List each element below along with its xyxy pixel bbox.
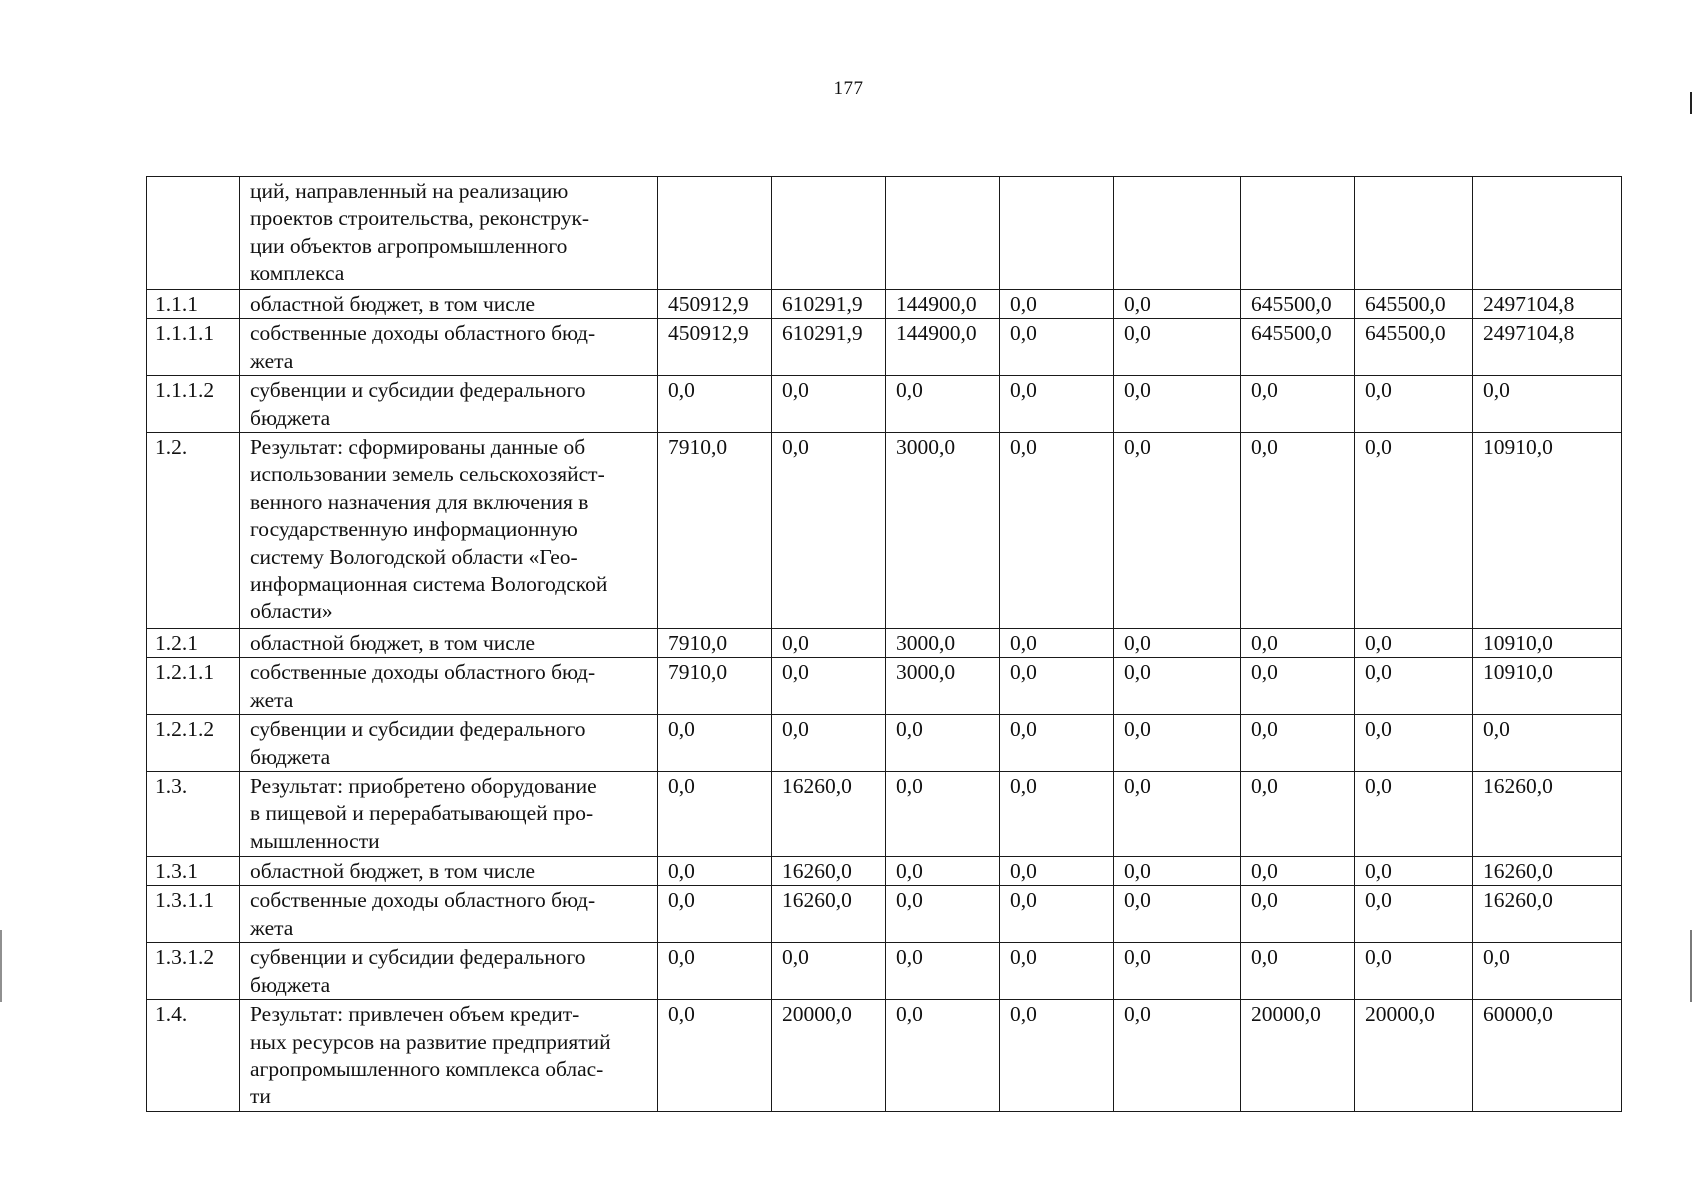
value-cell-col-4: 0,0	[1000, 772, 1114, 857]
value-cell-col-7: 0,0	[1355, 772, 1473, 857]
value-cell-col-3: 0,0	[886, 376, 1000, 433]
value-cell-col-6: 0,0	[1241, 772, 1355, 857]
value-cell-col-5: 0,0	[1114, 943, 1241, 1000]
value-cell-col-7: 645500,0	[1355, 290, 1473, 319]
row-code-cell: 1.1.1.2	[147, 376, 240, 433]
scan-edge-mark	[1690, 92, 1692, 114]
value-cell-col-3: 0,0	[886, 1000, 1000, 1112]
value-cell-col-6	[1241, 177, 1355, 290]
value-cell-col-5: 0,0	[1114, 433, 1241, 629]
row-code-cell: 1.4.	[147, 1000, 240, 1112]
value-cell-col-5: 0,0	[1114, 772, 1241, 857]
value-cell-col-1: 0,0	[658, 376, 772, 433]
row-name-cell: собственные доходы областного бюд- жета	[240, 319, 658, 376]
value-cell-col-8: 10910,0	[1473, 433, 1622, 629]
row-name-cell: собственные доходы областного бюд- жета	[240, 658, 658, 715]
value-cell-col-1: 0,0	[658, 886, 772, 943]
page-number: 177	[833, 78, 864, 99]
value-cell-col-2: 0,0	[772, 629, 886, 658]
value-cell-col-3	[886, 177, 1000, 290]
value-cell-col-1: 0,0	[658, 715, 772, 772]
value-cell-col-7: 0,0	[1355, 629, 1473, 658]
value-cell-col-4: 0,0	[1000, 857, 1114, 886]
table-row	[147, 177, 1622, 290]
budget-table	[146, 176, 1622, 1112]
value-cell-col-1: 7910,0	[658, 433, 772, 629]
value-cell-col-8: 10910,0	[1473, 658, 1622, 715]
table-row	[147, 658, 1622, 715]
value-cell-col-7: 0,0	[1355, 943, 1473, 1000]
value-cell-col-8: 0,0	[1473, 943, 1622, 1000]
table-body	[147, 177, 1622, 1112]
value-cell-col-2: 20000,0	[772, 1000, 886, 1112]
row-code-cell: 1.3.1	[147, 857, 240, 886]
value-cell-col-1	[658, 177, 772, 290]
value-cell-col-2: 0,0	[772, 376, 886, 433]
row-name-cell: собственные доходы областного бюд- жета	[240, 886, 658, 943]
value-cell-col-1: 7910,0	[658, 629, 772, 658]
row-name-cell: субвенции и субсидии федерального бюджета	[240, 376, 658, 433]
table-row	[147, 772, 1622, 857]
value-cell-col-7	[1355, 177, 1473, 290]
scan-edge-mark	[0, 930, 2, 1002]
row-name-cell: субвенции и субсидии федерального бюджета	[240, 715, 658, 772]
value-cell-col-8: 2497104,8	[1473, 319, 1622, 376]
value-cell-col-4: 0,0	[1000, 1000, 1114, 1112]
value-cell-col-6: 0,0	[1241, 658, 1355, 715]
value-cell-col-6: 0,0	[1241, 857, 1355, 886]
value-cell-col-3: 0,0	[886, 886, 1000, 943]
table-row	[147, 290, 1622, 319]
value-cell-col-8: 16260,0	[1473, 886, 1622, 943]
value-cell-col-2: 0,0	[772, 715, 886, 772]
value-cell-col-5: 0,0	[1114, 1000, 1241, 1112]
value-cell-col-3: 0,0	[886, 943, 1000, 1000]
value-cell-col-7: 0,0	[1355, 886, 1473, 943]
table-row	[147, 376, 1622, 433]
value-cell-col-4: 0,0	[1000, 319, 1114, 376]
value-cell-col-4: 0,0	[1000, 376, 1114, 433]
table-row	[147, 1000, 1622, 1112]
value-cell-col-8: 16260,0	[1473, 857, 1622, 886]
scan-edge-mark	[1690, 930, 1692, 1002]
value-cell-col-8: 2497104,8	[1473, 290, 1622, 319]
value-cell-col-4: 0,0	[1000, 943, 1114, 1000]
row-code-cell: 1.3.1.2	[147, 943, 240, 1000]
row-name-cell: субвенции и субсидии федерального бюджета	[240, 943, 658, 1000]
value-cell-col-5	[1114, 177, 1241, 290]
value-cell-col-6: 645500,0	[1241, 290, 1355, 319]
value-cell-col-8: 0,0	[1473, 376, 1622, 433]
value-cell-col-6: 0,0	[1241, 433, 1355, 629]
value-cell-col-4: 0,0	[1000, 290, 1114, 319]
value-cell-col-3: 0,0	[886, 715, 1000, 772]
value-cell-col-6: 645500,0	[1241, 319, 1355, 376]
value-cell-col-2: 0,0	[772, 943, 886, 1000]
value-cell-col-8: 60000,0	[1473, 1000, 1622, 1112]
row-code-cell: 1.3.	[147, 772, 240, 857]
value-cell-col-7: 0,0	[1355, 376, 1473, 433]
value-cell-col-5: 0,0	[1114, 857, 1241, 886]
table-row	[147, 629, 1622, 658]
table-row	[147, 857, 1622, 886]
value-cell-col-5: 0,0	[1114, 319, 1241, 376]
value-cell-col-5: 0,0	[1114, 629, 1241, 658]
value-cell-col-7: 0,0	[1355, 433, 1473, 629]
table-row	[147, 433, 1622, 629]
value-cell-col-8: 0,0	[1473, 715, 1622, 772]
row-code-cell: 1.3.1.1	[147, 886, 240, 943]
value-cell-col-7: 0,0	[1355, 857, 1473, 886]
value-cell-col-2: 16260,0	[772, 857, 886, 886]
row-code-cell: 1.2.	[147, 433, 240, 629]
value-cell-col-6: 0,0	[1241, 886, 1355, 943]
value-cell-col-3: 144900,0	[886, 290, 1000, 319]
value-cell-col-6: 20000,0	[1241, 1000, 1355, 1112]
row-code-cell: 1.2.1	[147, 629, 240, 658]
value-cell-col-4: 0,0	[1000, 629, 1114, 658]
value-cell-col-2: 0,0	[772, 658, 886, 715]
value-cell-col-6: 0,0	[1241, 376, 1355, 433]
value-cell-col-4: 0,0	[1000, 715, 1114, 772]
row-code-cell: 1.2.1.2	[147, 715, 240, 772]
value-cell-col-2: 610291,9	[772, 319, 886, 376]
value-cell-col-7: 0,0	[1355, 658, 1473, 715]
row-name-cell: областной бюджет, в том числе	[240, 857, 658, 886]
value-cell-col-6: 0,0	[1241, 629, 1355, 658]
value-cell-col-8	[1473, 177, 1622, 290]
value-cell-col-7: 20000,0	[1355, 1000, 1473, 1112]
value-cell-col-7: 645500,0	[1355, 319, 1473, 376]
value-cell-col-4: 0,0	[1000, 658, 1114, 715]
value-cell-col-5: 0,0	[1114, 886, 1241, 943]
row-name-cell: областной бюджет, в том числе	[240, 629, 658, 658]
value-cell-col-4: 0,0	[1000, 433, 1114, 629]
value-cell-col-8: 10910,0	[1473, 629, 1622, 658]
table-row	[147, 886, 1622, 943]
row-name-cell: Результат: приобретено оборудование в пищевой и перерабатывающей про- мышленности	[240, 772, 658, 857]
row-code-cell: 1.1.1.1	[147, 319, 240, 376]
value-cell-col-5: 0,0	[1114, 376, 1241, 433]
value-cell-col-6: 0,0	[1241, 715, 1355, 772]
value-cell-col-1: 450912,9	[658, 290, 772, 319]
row-name-cell: Результат: привлечен объем кредит- ных ресурсов на развитие предприятий агропромышленного комплекса облас- ти	[240, 1000, 658, 1112]
value-cell-col-2	[772, 177, 886, 290]
value-cell-col-5: 0,0	[1114, 715, 1241, 772]
value-cell-col-5: 0,0	[1114, 658, 1241, 715]
table-row	[147, 715, 1622, 772]
value-cell-col-1: 7910,0	[658, 658, 772, 715]
row-code-cell: 1.1.1	[147, 290, 240, 319]
row-code-cell: 1.2.1.1	[147, 658, 240, 715]
value-cell-col-6: 0,0	[1241, 943, 1355, 1000]
value-cell-col-7: 0,0	[1355, 715, 1473, 772]
value-cell-col-1: 0,0	[658, 857, 772, 886]
value-cell-col-1: 0,0	[658, 772, 772, 857]
value-cell-col-1: 0,0	[658, 1000, 772, 1112]
row-name-cell: Результат: сформированы данные об использовании земель сельскохозяйст- венного назначения для включения в государственную информационную систему Вологодской области «Гео- информационная система Вологодской области»	[240, 433, 658, 629]
value-cell-col-2: 16260,0	[772, 886, 886, 943]
value-cell-col-1: 0,0	[658, 943, 772, 1000]
value-cell-col-8: 16260,0	[1473, 772, 1622, 857]
value-cell-col-3: 144900,0	[886, 319, 1000, 376]
row-code-cell	[147, 177, 240, 290]
value-cell-col-1: 450912,9	[658, 319, 772, 376]
value-cell-col-3: 3000,0	[886, 629, 1000, 658]
value-cell-col-4	[1000, 177, 1114, 290]
row-name-cell: ций, направленный на реализацию проектов строительства, реконструк- ции объектов агропромышленного комплекса	[240, 177, 658, 290]
value-cell-col-2: 16260,0	[772, 772, 886, 857]
value-cell-col-3: 0,0	[886, 772, 1000, 857]
value-cell-col-4: 0,0	[1000, 886, 1114, 943]
value-cell-col-5: 0,0	[1114, 290, 1241, 319]
table-row	[147, 943, 1622, 1000]
table-row	[147, 319, 1622, 376]
value-cell-col-3: 3000,0	[886, 658, 1000, 715]
value-cell-col-3: 0,0	[886, 857, 1000, 886]
value-cell-col-2: 610291,9	[772, 290, 886, 319]
value-cell-col-3: 3000,0	[886, 433, 1000, 629]
value-cell-col-2: 0,0	[772, 433, 886, 629]
row-name-cell: областной бюджет, в том числе	[240, 290, 658, 319]
